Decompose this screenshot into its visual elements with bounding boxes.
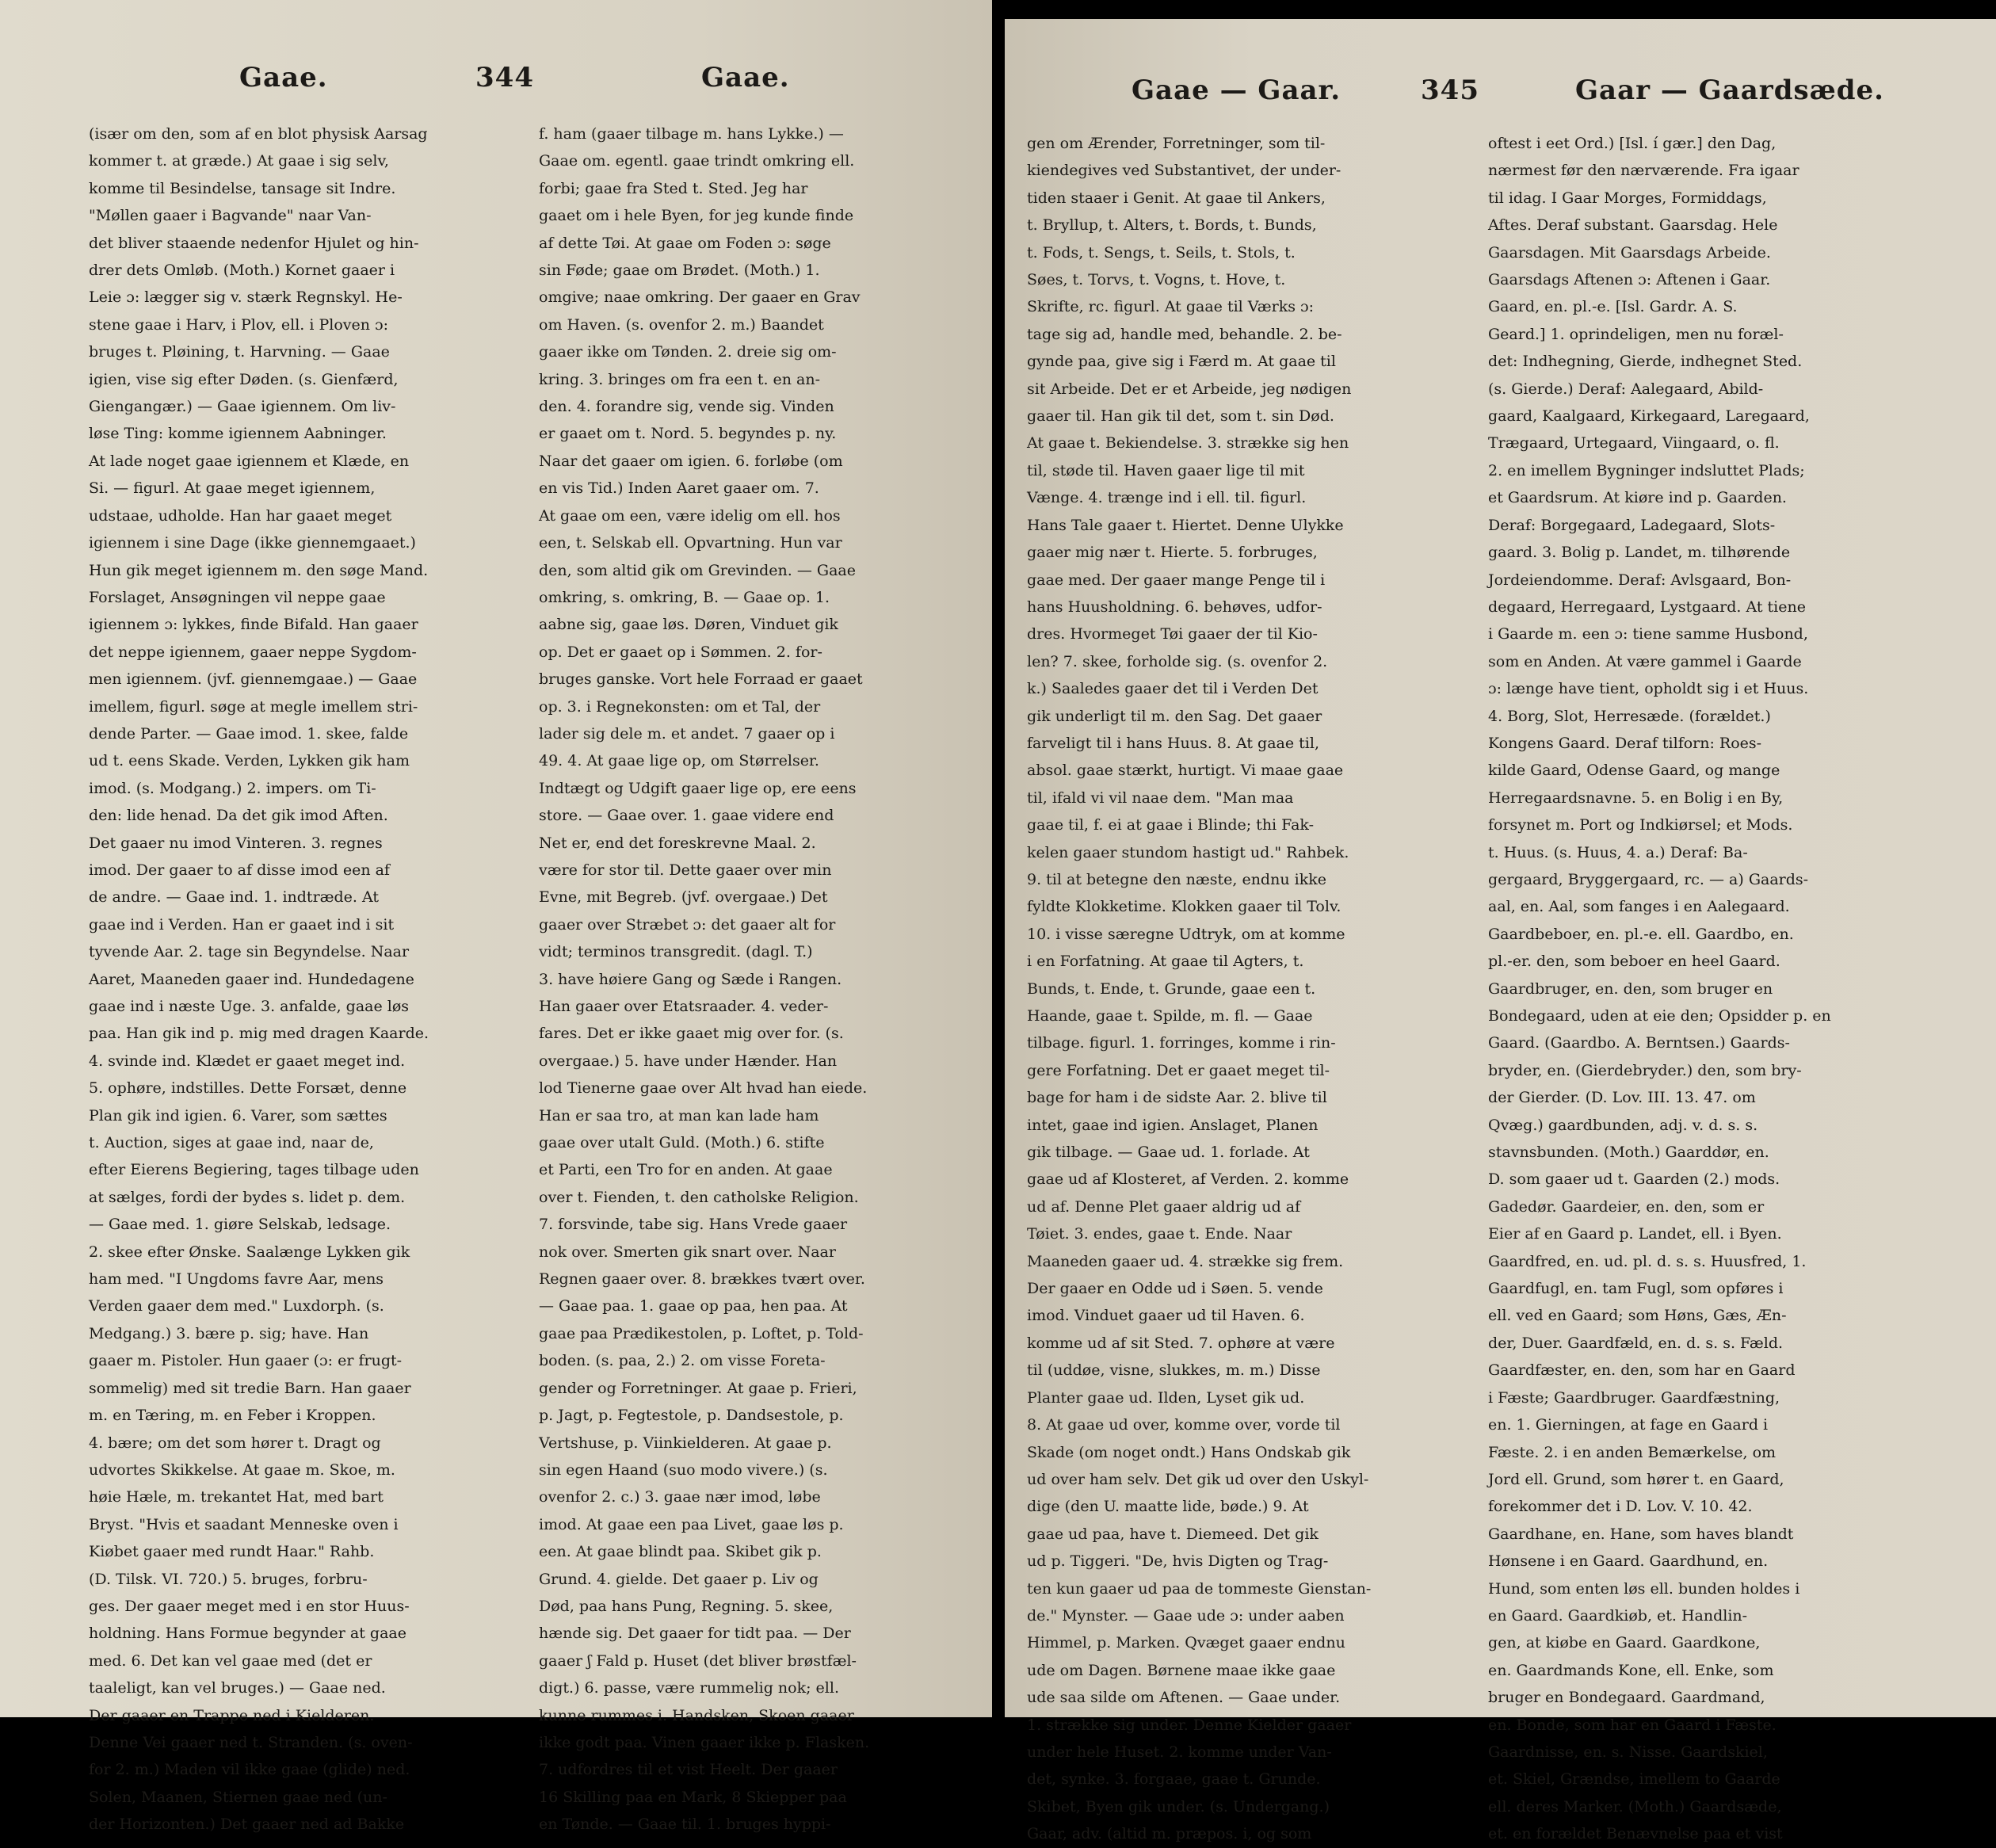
text-line: ud over ham selv. Det gik ud over den Uskyl- (1027, 1470, 1369, 1488)
text-line: Haande, gaae t. Spilde, m. fl. — Gaae (1027, 1007, 1313, 1025)
text-line: Vertshuse, p. Viinkielderen. At gaae p. (539, 1434, 832, 1452)
text-line: gaaer over Stræbet ɔ: det gaaer alt for (539, 915, 836, 934)
text-line: Vænge. 4. trænge ind i ell. til. figurl. (1027, 489, 1307, 507)
text-line: udvortes Skikkelse. At gaae m. Skoe, m. (89, 1460, 395, 1479)
text-line: gaae over utalt Guld. (Moth.) 6. stifte (539, 1134, 825, 1152)
text-line: een, t. Selskab ell. Opvartning. Hun var (539, 534, 842, 552)
text-line: imod. (s. Modgang.) 2. impers. om Ti- (89, 779, 376, 797)
text-line: sit Arbeide. Det er et Arbeide, jeg nødigen (1027, 380, 1352, 398)
text-line: Der gaaer en Trappe ned i Kielderen. (89, 1706, 375, 1724)
text-line: t. Huus. (s. Huus, 4. a.) Deraf: Ba- (1488, 843, 1748, 861)
text-line: hænde sig. Det gaaer for tidt paa. — Der (539, 1625, 851, 1643)
text-line: gaae paa Prædikestolen, p. Loftet, p. Told- (539, 1324, 864, 1342)
text-line: ell. deres Marker. (Moth.) Gaardsæde, (1488, 1797, 1782, 1816)
text-line: bryder, en. (Gierdebryder.) den, som bry- (1488, 1061, 1802, 1079)
text-line: Kongens Gaard. Deraf tilforn: Roes- (1488, 734, 1762, 752)
text-line: være for stor til. Dette gaaer over min (539, 861, 832, 879)
text-line: forbi; gaae fra Sted t. Sted. Jeg har (539, 179, 808, 197)
text-line: bruger en Bondegaard. Gaardmand, (1488, 1689, 1765, 1707)
text-line: k.) Saaledes gaaer det til i Verden Det (1027, 680, 1319, 698)
text-line: gik underligt til m. den Sag. Det gaaer (1027, 707, 1322, 725)
text-line: op. Det er gaaet op i Sømmen. 2. for- (539, 643, 822, 661)
text-line: udstaae, udholde. Han har gaaet meget (89, 506, 392, 525)
text-line: aabne sig, gaae løs. Døren, Vinduet gik (539, 616, 838, 634)
text-line: drer dets Omløb. (Moth.) Kornet gaaer i (89, 262, 395, 280)
text-line: som en Anden. At være gammel i Gaarde (1488, 652, 1802, 670)
right-column-1 (1027, 130, 1479, 1848)
text-line: for 2. m.) Maden vil ikke gaae (glide) ned. (89, 1761, 410, 1779)
text-line: tage sig ad, handle med, behandle. 2. be- (1027, 325, 1342, 343)
text-line: Leie ɔ: lægger sig v. stærk Regnskyl. He- (89, 288, 403, 307)
text-line: de andre. — Gaae ind. 1. indtræde. At (89, 888, 380, 907)
text-line: gere Forfatning. Det er gaaet meget til- (1027, 1061, 1330, 1079)
text-line: en. Bonde, som har en Gaard i Fæste. (1488, 1716, 1777, 1734)
text-line: Hund, som enten løs ell. bunden holdes i (1488, 1579, 1800, 1598)
text-line: Himmel, p. Marken. Qvæget gaaer endnu (1027, 1634, 1345, 1652)
text-line: Bondegaard, uden at eie den; Opsidder p. en (1488, 1007, 1831, 1025)
text-line: imod. Der gaaer to af disse imod een af (89, 861, 390, 879)
text-line: Gaae om. egentl. gaae trindt omkring ell. (539, 152, 855, 170)
text-line: (især om den, som af en blot physisk Aarsag (89, 125, 428, 143)
text-line: Naar det gaaer om igien. 6. forløbe (om (539, 452, 843, 470)
text-line: komme ud af sit Sted. 7. ophøre at være (1027, 1334, 1335, 1352)
text-line: gaae ud af Klosteret, af Verden. 2. komme (1027, 1170, 1349, 1189)
left-header-word: Gaae. (239, 62, 328, 94)
text-line: D. som gaaer ud t. Gaarden (2.) mods. (1488, 1170, 1780, 1189)
text-line: til (uddøe, visne, slukkes, m. m.) Disse (1027, 1361, 1321, 1380)
text-line: i Gaarde m. een ɔ: tiene samme Husbond, (1488, 625, 1808, 643)
text-line: Evne, mit Begreb. (jvf. overgaae.) Det (539, 888, 828, 907)
text-line: Tøiet. 3. endes, gaae t. Ende. Naar (1027, 1225, 1292, 1243)
text-line: gen, at kiøbe en Gaard. Gaardkone, (1488, 1634, 1761, 1652)
text-line: boden. (s. paa, 2.) 2. om visse Foreta- (539, 1352, 826, 1370)
text-line: Solen, Maanen, Stiernen gaae ned (un- (89, 1788, 387, 1806)
text-line: Gaar, adv. (altid m. præpos. i, og som (1027, 1825, 1312, 1843)
text-line: en. 1. Gierningen, at fage en Gaard i (1488, 1416, 1769, 1434)
text-line: stavnsbunden. (Moth.) Gaarddør, en. (1488, 1144, 1769, 1162)
text-line: overgaae.) 5. have under Hænder. Han (539, 1052, 838, 1070)
text-line: et Gaardsrum. At kiøre ind p. Gaarden. (1488, 489, 1787, 507)
text-line: det: Indhegning, Gierde, indhegnet Sted. (1488, 353, 1803, 371)
text-line: gaaer ʃ Fald p. Huset (det bliver brøstfæl- (539, 1651, 857, 1670)
text-line: det bliver staaende nedenfor Hjulet og hin- (89, 234, 419, 252)
text-line: Net er, end det foreskrevne Maal. 2. (539, 834, 816, 852)
text-line: gaae ud paa, have t. Diemeed. Det gik (1027, 1525, 1319, 1543)
left-page-number: 344 (475, 62, 534, 94)
text-line: 10. i visse særegne Udtryk, om at komme (1027, 925, 1345, 943)
text-line: et Parti, een Tro for en anden. At gaae (539, 1161, 833, 1179)
text-line: den. 4. forandre sig, vende sig. Vinden (539, 398, 834, 416)
text-line: Si. — figurl. At gaae meget igiennem, (89, 479, 376, 498)
left-column-1 (89, 120, 529, 1838)
text-line: 2. skee efter Ønske. Saalænge Lykken gik (89, 1243, 410, 1261)
text-line: stene gaae i Harv, i Plov, ell. i Ploven ɔ: (89, 315, 389, 334)
left-header-right-word: Gaae. (701, 62, 790, 94)
text-line: degaard, Herregaard, Lystgaard. At tiene (1488, 598, 1806, 616)
text-line: en Tønde. — Gaae til. 1. bruges hyppi- (539, 1816, 831, 1834)
text-line: tiden staaer i Genit. At gaae til Ankers, (1027, 189, 1326, 207)
text-line: sin Føde; gaae om Brødet. (Moth.) 1. (539, 262, 820, 280)
text-line: omgive; naae omkring. Der gaaer en Grav (539, 288, 861, 307)
text-line: ikke godt paa. Vinen gaaer ikke p. Flasken. (539, 1733, 870, 1751)
text-line: At lade noget gaae igiennem et Klæde, en (89, 452, 410, 470)
text-line: der, Duer. Gaardfæld, en. d. s. s. Fæld. (1488, 1334, 1784, 1352)
text-line: At gaae om een, være idelig om ell. hos (539, 506, 841, 525)
text-line: den: lide henad. Da det gik imod Aften. (89, 807, 388, 825)
text-line: i en Forfatning. At gaae til Agters, t. (1027, 953, 1304, 971)
text-line: igien, vise sig efter Døden. (s. Gienfærd, (89, 370, 399, 388)
text-line: men igiennem. (jvf. giennemgaae.) — Gaae (89, 670, 418, 689)
text-line: sin egen Haand (suo modo vivere.) (s. (539, 1460, 828, 1479)
text-line: gaard. 3. Bolig p. Landet, m. tilhørende (1488, 544, 1791, 562)
text-line: Skibet, Byen gik under. (s. Undergang.) (1027, 1797, 1330, 1816)
text-line: Bunds, t. Ende, t. Grunde, gaae een t. (1027, 979, 1316, 998)
text-line: Gaardhane, en. Hane, som haves blandt (1488, 1525, 1794, 1543)
text-line: gaae til, f. ei at gaae i Blinde; thi Fak- (1027, 816, 1314, 834)
text-line: 5. ophøre, indstilles. Dette Forsæt, denne (89, 1079, 407, 1098)
text-line: de." Mynster. — Gaae ude ɔ: under aaben (1027, 1606, 1345, 1625)
text-line: Regnen gaaer over. 8. brækkes tvært over. (539, 1270, 865, 1289)
text-line: t. Fods, t. Sengs, t. Seils, t. Stols, t. (1027, 243, 1296, 262)
text-line: "Møllen gaaer i Bagvande" naar Van- (89, 207, 372, 225)
text-line: lader sig dele m. et andet. 7 gaaer op i (539, 724, 835, 743)
text-line: Jord ell. Grund, som hører t. en Gaard, (1488, 1470, 1784, 1488)
text-line: (s. Gierde.) Deraf: Aalegaard, Abild- (1488, 380, 1764, 398)
text-line: af dette Tøi. At gaae om Foden ɔ: søge (539, 234, 831, 252)
text-line: t. Auction, siges at gaae ind, naar de, (89, 1134, 374, 1152)
text-line: efter Eierens Begiering, tages tilbage uden (89, 1161, 419, 1179)
text-line: Medgang.) 3. bære p. sig; have. Han (89, 1324, 369, 1342)
text-line: gen om Ærender, Forretninger, som til- (1027, 135, 1326, 152)
text-line: ell. ved en Gaard; som Høns, Gæs, Æn- (1488, 1307, 1787, 1325)
text-line: — Gaae paa. 1. gaae op paa, hen paa. At (539, 1297, 848, 1315)
text-line: Gaardfred, en. ud. pl. d. s. s. Huusfred, 1. (1488, 1252, 1807, 1270)
right-column-2 (1488, 130, 1975, 1848)
text-line: Der gaaer en Odde ud i Søen. 5. vende (1027, 1280, 1323, 1298)
text-line: kiendegives ved Substantivet, der under- (1027, 162, 1341, 180)
text-line: Indtægt og Udgift gaaer lige op, ere eens (539, 779, 857, 797)
text-line: omkring, s. omkring, B. — Gaae op. 1. (539, 588, 830, 606)
text-line: ten kun gaaer ud paa de tommeste Gienstan- (1027, 1579, 1372, 1598)
text-line: fares. Det er ikke gaaet mig over for. (s. (539, 1025, 844, 1043)
text-line: 7. udfordres til et vist Heelt. Der gaaer (539, 1761, 838, 1779)
text-line: dende Parter. — Gaae imod. 1. skee, falde (89, 724, 409, 743)
text-line: ovenfor 2. c.) 3. gaae nær imod, løbe (539, 1488, 821, 1506)
text-line: ges. Der gaaer meget med i en stor Huus- (89, 1597, 410, 1615)
text-line: 4. svinde ind. Klædet er gaaet meget ind. (89, 1052, 406, 1070)
text-line: i Fæste; Gaardbruger. Gaardfæstning, (1488, 1388, 1780, 1407)
text-line: p. Jagt, p. Fegtestole, p. Dandsestole, p. (539, 1407, 844, 1425)
text-line: Hans Tale gaaer t. Hiertet. Denne Ulykke (1027, 516, 1344, 534)
text-line: Maaneden gaaer ud. 4. strække sig frem. (1027, 1252, 1344, 1270)
text-line: Gaardbeboer, en. pl.-e. ell. Gaardbo, en. (1488, 925, 1794, 943)
text-line: absol. gaae stærkt, hurtigt. Vi maae gaae (1027, 762, 1344, 780)
text-line: Verden gaaer dem med." Luxdorph. (s. (89, 1297, 384, 1315)
text-line: nok over. Smerten gik snart over. Naar (539, 1243, 836, 1261)
text-line: intet, gaae ind igien. Anslaget, Planen (1027, 1116, 1319, 1134)
text-line: gynde paa, give sig i Færd m. At gaae til (1027, 353, 1336, 371)
text-line: forekommer det i D. Lov. V. 10. 42. (1488, 1498, 1753, 1516)
text-line: bruges t. Pløining, t. Harvning. — Gaae (89, 343, 390, 361)
text-line: Han gaaer over Etatsraader. 4. veder- (539, 998, 829, 1015)
text-line: forsynet m. Port og Indkiørsel; et Mods. (1488, 816, 1793, 834)
text-line: en vis Tid.) Inden Aaret gaaer om. 7. (539, 479, 819, 498)
right-page (1005, 19, 1996, 1843)
text-line: 1. strække sig under. Denne Kielder gaaer (1027, 1716, 1352, 1734)
text-line: til, ifald vi vil naae dem. "Man maa (1027, 788, 1294, 807)
text-line: gik tilbage. — Gaae ud. 1. forlade. At (1027, 1144, 1310, 1162)
text-line: tilbage. figurl. 1. forringes, komme i rin- (1027, 1034, 1336, 1052)
text-line: Aftes. Deraf substant. Gaarsdag. Hele (1488, 216, 1778, 235)
text-line: ude saa silde om Aftenen. — Gaae under. (1027, 1689, 1341, 1707)
text-line: gaaer ikke om Tønden. 2. dreie sig om- (539, 343, 837, 361)
text-line: digt.) 6. passe, være rummelig nok; ell. (539, 1679, 839, 1697)
text-line: er gaaet om t. Nord. 5. begyndes p. ny. (539, 425, 837, 443)
text-line: Gaardnisse, en. s. Nisse. Gaardskiel, (1488, 1743, 1768, 1761)
text-line: Forslaget, Ansøgningen vil neppe gaae (89, 588, 386, 606)
text-line: vidt; terminos transgredit. (dagl. T.) (539, 943, 813, 961)
text-line: Fæste. 2. i en anden Bemærkelse, om (1488, 1443, 1777, 1461)
text-line: gaaer m. Pistoler. Hun gaaer (ɔ: er frugt- (89, 1352, 403, 1370)
text-line: Geard.] 1. oprindeligen, men nu foræl- (1488, 325, 1784, 343)
text-line: Gaarsdags Aftenen ɔ: Aftenen i Gaar. (1488, 271, 1771, 289)
text-line: til idag. I Gaar Morges, Formiddags, (1488, 189, 1767, 207)
text-line: ɔ: længe have tient, opholdt sig i et Huus. (1488, 680, 1809, 698)
text-line: len? 7. skee, forholde sig. (s. ovenfor 2. (1027, 652, 1328, 670)
text-line: kommer t. at græde.) At gaae i sig selv, (89, 152, 389, 170)
text-line: gergaard, Bryggergaard, rc. — a) Gaards- (1488, 870, 1809, 888)
text-line: om Haven. (s. ovenfor 2. m.) Baandet (539, 315, 824, 334)
text-line: en Gaard. Gaardkiøb, et. Handlin- (1488, 1606, 1748, 1625)
text-line: Gaardfæster, en. den, som har en Gaard (1488, 1361, 1796, 1380)
text-line: 2. en imellem Bygninger indsluttet Plads; (1488, 461, 1805, 479)
text-line: Eier af en Gaard p. Landet, ell. i Byen. (1488, 1225, 1782, 1243)
text-line: der Gierder. (D. Lov. III. 13. 47. om (1488, 1089, 1756, 1107)
left-column-2 (539, 120, 983, 1838)
text-line: over t. Fienden, t. den catholske Religion. (539, 1188, 859, 1206)
text-line: imod. At gaae een paa Livet, gaae løs p. (539, 1515, 844, 1533)
text-line: 8. At gaae ud over, komme over, vorde til (1027, 1416, 1341, 1434)
text-line: 9. til at betegne den næste, endnu ikke (1027, 870, 1326, 888)
text-line: Søes, t. Torvs, t. Vogns, t. Hove, t. (1027, 271, 1286, 289)
text-line: Skade (om noget ondt.) Hans Ondskab gik (1027, 1443, 1351, 1461)
text-line: 16 Skilling paa en Mark, 8 Skiepper paa (539, 1788, 847, 1806)
text-line: ham med. "I Ungdoms favre Aar, mens (89, 1270, 384, 1289)
text-line: dres. Hvormeget Tøi gaaer der til Kio- (1027, 625, 1318, 643)
text-line: med. 6. Det kan vel gaae med (det er (89, 1651, 372, 1670)
text-line: den, som altid gik om Grevinden. — Gaae (539, 561, 856, 579)
text-line: ud t. eens Skade. Verden, Lykken gik ham (89, 752, 410, 770)
text-line: komme til Besindelse, tansage sit Indre. (89, 179, 396, 197)
text-line: f. ham (gaaer tilbage m. hans Lykke.) — (539, 125, 844, 143)
text-line: igiennem ɔ: lykkes, finde Bifald. Han gaaer (89, 616, 418, 634)
text-line: ud p. Tiggeri. "De, hvis Digten og Trag- (1027, 1552, 1329, 1571)
text-line: Plan gik ind igien. 6. Varer, som sættes (89, 1106, 387, 1124)
text-line: imellem, figurl. søge at megle imellem stri- (89, 697, 418, 716)
text-line: kilde Gaard, Odense Gaard, og mange (1488, 762, 1780, 780)
text-line: et. en forældet Benævnelse paa et vist (1488, 1825, 1783, 1843)
text-line: at sælges, fordi der bydes s. lidet p. dem. (89, 1188, 406, 1206)
text-line: Gaarsdagen. Mit Gaarsdags Arbeide. (1488, 243, 1771, 262)
right-header-right-word: Gaar — Gaardsæde. (1575, 74, 1885, 106)
text-line: lod Tienerne gaae over Alt hvad han eiede. (539, 1079, 868, 1098)
text-line: 7. forsvinde, tabe sig. Hans Vrede gaaer (539, 1216, 848, 1234)
text-line: kring. 3. bringes om fra een t. en an- (539, 370, 821, 388)
text-line: der Horizonten.) Det gaaer ned ad Bakke (89, 1816, 405, 1834)
right-page-number: 345 (1421, 74, 1479, 106)
text-line: Død, paa hans Pung, Regning. 5. skee, (539, 1597, 834, 1615)
text-line: oftest i eet Ord.) [Isl. í gær.] den Dag, (1488, 135, 1777, 152)
text-line: Hønsene i en Gaard. Gaardhund, en. (1488, 1552, 1769, 1571)
text-line: dige (den U. maatte lide, bøde.) 9. At (1027, 1498, 1309, 1516)
text-line: Trægaard, Urtegaard, Viingaard, o. fl. (1488, 434, 1780, 452)
text-line: bage for ham i de sidste Aar. 2. blive til (1027, 1089, 1327, 1107)
text-line: løse Ting: komme igiennem Aabninger. (89, 425, 387, 443)
text-line: Det gaaer nu imod Vinteren. 3. regnes (89, 834, 383, 852)
text-line: fyldte Klokketime. Klokken gaaer til Tolv. (1027, 898, 1341, 916)
text-line: sommelig) med sit tredie Barn. Han gaaer (89, 1379, 411, 1397)
text-line: taaleligt, kan vel bruges.) — Gaae ned. (89, 1679, 386, 1697)
text-line: 4. Borg, Slot, Herresæde. (forældet.) (1488, 707, 1771, 725)
text-line: Skrifte, rc. figurl. At gaae til Værks ɔ: (1027, 298, 1315, 316)
text-line: gaae med. Der gaaer mange Penge til i (1027, 571, 1326, 589)
text-line: At gaae t. Bekiendelse. 3. strække sig hen (1027, 434, 1349, 452)
text-line: m. en Tæring, m. en Feber i Kroppen. (89, 1407, 376, 1425)
text-line: Kiøbet gaaer med rundt Haar." Rahb. (89, 1543, 375, 1561)
text-line: tyvende Aar. 2. tage sin Begyndelse. Naar (89, 943, 410, 961)
text-line: paa. Han gik ind p. mig med dragen Kaarde. (89, 1025, 429, 1043)
text-line: Denne Vei gaaer ned t. Stranden. (s. oven- (89, 1733, 413, 1751)
text-line: gaard, Kaalgaard, Kirkegaard, Laregaard, (1488, 407, 1810, 426)
text-line: Hun gik meget igiennem m. den søge Mand. (89, 561, 429, 579)
text-line: holdning. Hans Formue begynder at gaae (89, 1625, 406, 1643)
text-line: gaaer mig nær t. Hierte. 5. forbruges, (1027, 544, 1318, 562)
text-line: Gaardfugl, en. tam Fugl, som opføres i (1488, 1280, 1784, 1298)
text-line: kelen gaaer stundom hastigt ud." Rahbek. (1027, 843, 1349, 861)
text-line: høie Hæle, m. trekantet Hat, med bart (89, 1488, 384, 1506)
text-line: under hele Huset. 2. komme under Van- (1027, 1743, 1332, 1761)
text-line: ude om Dagen. Børnene maae ikke gaae (1027, 1661, 1336, 1679)
text-line: Planter gaae ud. Ilden, Lyset gik ud. (1027, 1388, 1305, 1407)
text-line: t. Bryllup, t. Alters, t. Bords, t. Bunds, (1027, 216, 1317, 235)
text-line: et. Skiel, Grændse, imellem to Gaarde (1488, 1770, 1780, 1789)
text-line: Gaard, en. pl.-e. [Isl. Gardr. A. S. (1488, 298, 1738, 316)
text-line: en. Gaardmands Kone, ell. Enke, som (1488, 1661, 1774, 1679)
text-line: Aaret, Maaneden gaaer ind. Hundedagene (89, 970, 414, 988)
text-line: gaaet om i hele Byen, for jeg kunde finde (539, 207, 854, 225)
text-line: Gaard. (Gaardbo. A. Berntsen.) Gaards- (1488, 1034, 1790, 1052)
text-line: 3. have høiere Gang og Sæde i Rangen. (539, 970, 842, 988)
text-line: gaae ind i næste Uge. 3. anfalde, gaae løs (89, 998, 410, 1015)
text-line: pl.-er. den, som beboer en heel Gaard. (1488, 953, 1780, 971)
text-line: kunne rummes i. Handsken, Skoen gaaer (539, 1706, 854, 1724)
text-line: gaaer til. Han gik til det, som t. sin Død. (1027, 407, 1334, 426)
text-line: igiennem i sine Dage (ikke giennemgaaet.) (89, 534, 416, 552)
text-line: til, støde til. Haven gaaer lige til mit (1027, 461, 1305, 479)
text-line: Grund. 4. gielde. Det gaaer p. Liv og (539, 1570, 819, 1588)
text-line: det, synke. 3. forgaae, gaae t. Grunde. (1027, 1770, 1321, 1789)
text-line: imod. Vinduet gaaer ud til Haven. 6. (1027, 1307, 1305, 1325)
text-line: Gaardbruger, en. den, som bruger en (1488, 979, 1773, 998)
text-line: ud af. Denne Plet gaaer aldrig ud af (1027, 1197, 1301, 1216)
text-line: Herregaardsnavne. 5. en Bolig i en By, (1488, 788, 1784, 807)
text-line: Gadedør. Gaardeier, en. den, som er (1488, 1197, 1765, 1216)
text-line: hans Huusholdning. 6. behøves, udfor- (1027, 598, 1322, 616)
text-line: nærmest før den nærværende. Fra igaar (1488, 162, 1799, 180)
left-page (0, 0, 992, 1834)
text-line: Han er saa tro, at man kan lade ham (539, 1106, 819, 1124)
text-line: Qvæg.) gaardbunden, adj. v. d. s. s. (1488, 1116, 1758, 1134)
text-line: det neppe igiennem, gaaer neppe Sygdom- (89, 643, 417, 661)
text-line: farveligt til i hans Huus. 8. At gaae til, (1027, 734, 1319, 752)
text-line: aal, en. Aal, som fanges i en Aalegaard. (1488, 898, 1790, 916)
text-line: 49. 4. At gaae lige op, om Størrelser. (539, 752, 819, 770)
text-line: (D. Tilsk. VI. 720.) 5. bruges, forbru- (89, 1570, 368, 1588)
text-line: store. — Gaae over. 1. gaae videre end (539, 807, 834, 825)
text-line: — Gaae med. 1. giøre Selskab, ledsage. (89, 1216, 391, 1234)
right-header-left-word: Gaae — Gaar. (1132, 74, 1341, 106)
text-line: een. At gaae blindt paa. Skibet gik p. (539, 1543, 822, 1561)
text-line: Jordeiendomme. Deraf: Avlsgaard, Bon- (1488, 571, 1792, 589)
text-line: gaae ind i Verden. Han er gaaet ind i sit (89, 915, 395, 934)
text-line: gender og Forretninger. At gaae p. Frieri, (539, 1379, 857, 1397)
text-line: Bryst. "Hvis et saadant Menneske oven i (89, 1515, 399, 1533)
text-line: op. 3. i Regnekonsten: om et Tal, der (539, 697, 821, 716)
text-line: 4. bære; om det som hører t. Dragt og (89, 1434, 381, 1452)
text-line: Deraf: Borgegaard, Ladegaard, Slots- (1488, 516, 1776, 534)
text-line: Giengangær.) — Gaae igiennem. Om liv- (89, 398, 396, 416)
text-line: bruges ganske. Vort hele Forraad er gaaet (539, 670, 863, 689)
